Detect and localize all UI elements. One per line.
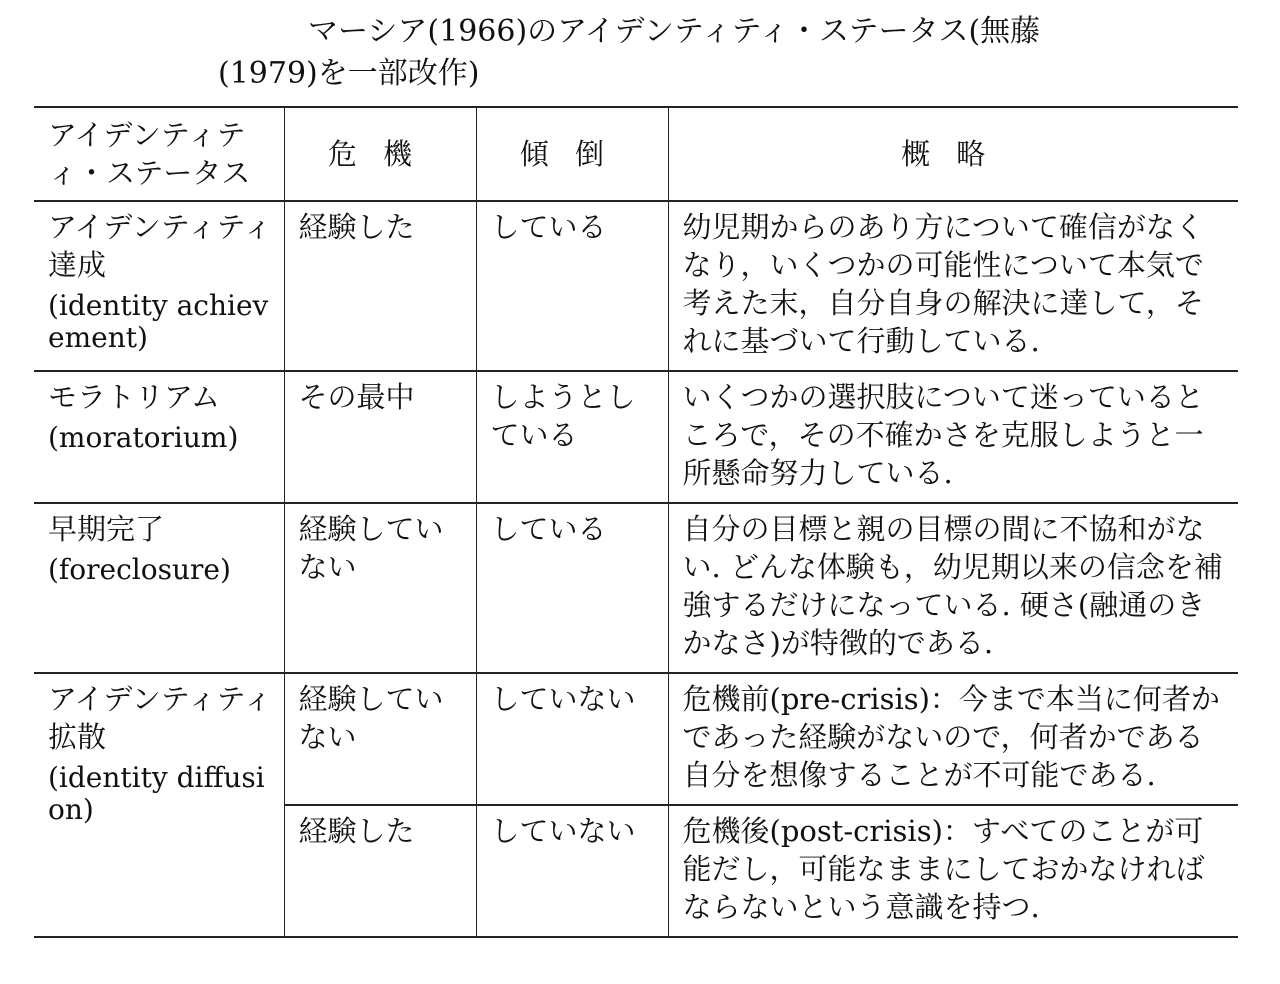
header-crisis	[284, 107, 476, 201]
status-english: (identity diffusion)	[48, 761, 265, 826]
table-header-row	[34, 107, 1238, 201]
status-english: (foreclosure)	[48, 553, 231, 586]
status-cell	[34, 673, 284, 937]
status-english: (moratorium)	[48, 421, 239, 454]
crisis-cell: 経験していない	[284, 503, 476, 673]
crisis-cell: 経験していない	[284, 673, 476, 805]
status-name: アイデンティティ拡散	[48, 682, 273, 754]
caption-line-2: (1979)を一部改作)	[218, 56, 480, 91]
status-cell	[34, 371, 284, 503]
status-cell	[34, 201, 284, 371]
crisis-cell: 経験した	[284, 201, 476, 371]
summary-cell: 危機前(pre-crisis)：今まで本当に何者かであった経験がないので，何者かである自分を想像することが不可能である.	[668, 673, 1238, 805]
summary-cell: 自分の目標と親の目標の間に不協和がない. どんな体験も，幼児期以来の信念を補強するだけになっている. 硬さ(融通のきかなさ)が特徴的である.	[668, 503, 1238, 673]
status-english: (identity achievement)	[48, 289, 269, 354]
commitment-cell: している	[476, 201, 668, 371]
commitment-cell: している	[476, 503, 668, 673]
identity-status-table	[34, 106, 1238, 938]
commitment-cell: していない	[476, 805, 668, 937]
commitment-cell: しようとしている	[476, 371, 668, 503]
summary-cell: 幼児期からのあり方について確信がなくなり，いくつかの可能性について本気で考えた末，自分自身の解決に達して，それに基づいて行動している.	[668, 201, 1238, 371]
table-row	[34, 201, 1238, 371]
status-name: 早期完了	[48, 512, 165, 546]
header-status: アイデンティティ・ステータス	[34, 107, 284, 201]
summary-cell: いくつかの選択肢について迷っているところで，その不確かさを克服しようと一所懸命努力している.	[668, 371, 1238, 503]
status-cell	[34, 503, 284, 673]
commitment-cell: していない	[476, 673, 668, 805]
header-summary	[668, 107, 1238, 201]
summary-cell: 危機後(post-crisis)：すべてのことが可能だし，可能なままにしておかなければならないという意識を持つ.	[668, 805, 1238, 937]
status-name: アイデンティティ達成	[48, 210, 273, 282]
crisis-cell: その最中	[284, 371, 476, 503]
header-crisis-label: 危機	[327, 137, 439, 171]
status-name: モラトリアム	[48, 380, 220, 414]
header-commitment-label: 傾倒	[519, 137, 631, 171]
table-row	[34, 371, 1238, 503]
table-row	[34, 503, 1238, 673]
header-commitment	[476, 107, 668, 201]
header-summary-label: 概略	[901, 137, 1012, 171]
crisis-cell: 経験した	[284, 805, 476, 937]
table-row	[34, 673, 1238, 805]
caption-line-1: マーシア(1966)のアイデンティティ・ステータス(無藤	[308, 14, 1041, 49]
